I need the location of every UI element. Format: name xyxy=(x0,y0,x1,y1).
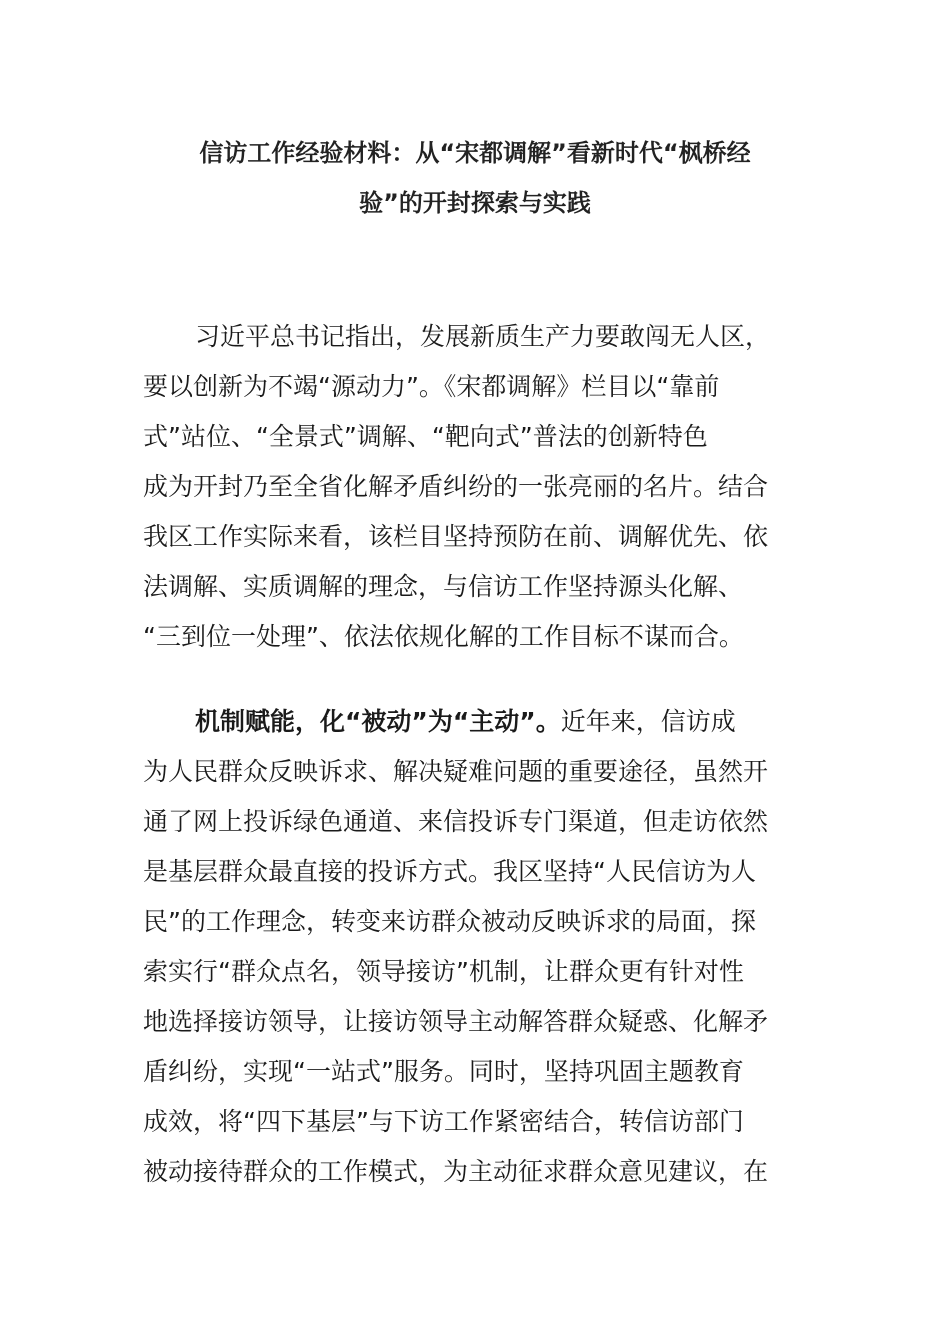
paragraph-mechanism xyxy=(143,697,808,1197)
paragraph-line: “三到位一处理”、依法依规化解的工作目标不谋而合。 xyxy=(143,622,744,651)
paragraph-line: 成为开封乃至全省化解矛盾纠纷的一张亮丽的名片。结合 xyxy=(143,472,769,501)
paragraph-line: 被动接待群众的工作模式，为主动征求群众意见建议，在 xyxy=(143,1157,769,1186)
paragraph-line: 式”站位、“全景式”调解、“靶向式”普法的创新特色 xyxy=(143,422,708,451)
paragraph-line: 民”的工作理念，转变来访群众被动反映诉求的局面，探 xyxy=(143,907,756,936)
paragraph-line: 通了网上投诉绿色通道、来信投诉专门渠道，但走访依然 xyxy=(143,807,769,836)
paragraph-line: 地选择接访领导，让接访领导主动解答群众疑惑、化解矛 xyxy=(143,1007,769,1036)
paragraph-line: 成效，将“四下基层”与下访工作紧密结合，转信访部门 xyxy=(143,1107,744,1136)
title-line-1: 信访工作经验材料：从“宋都调解”看新时代“枫桥经 xyxy=(199,139,751,167)
paragraph-line: 习近平总书记指出，发展新质生产力要敢闯无人区， xyxy=(195,322,771,351)
paragraph-intro xyxy=(143,312,808,662)
paragraph-line: 法调解、实质调解的理念，与信访工作坚持源头化解、 xyxy=(143,572,744,601)
paragraph-first-line xyxy=(143,697,808,747)
paragraph-line: 为人民群众反映诉求、解决疑难问题的重要途径，虽然开 xyxy=(143,757,769,786)
title-line-2: 验”的开封探索与实践 xyxy=(359,189,591,217)
document-title xyxy=(150,128,800,228)
paragraph-line: 盾纠纷，实现“一站式”服务。同时，坚持巩固主题教育 xyxy=(143,1057,744,1086)
paragraph-line: 是基层群众最直接的投诉方式。我区坚持“人民信访为人 xyxy=(143,857,756,886)
section-lead-heading: 机制赋能，化“被动”为“主动”。 xyxy=(195,707,561,736)
paragraph-line: 要以创新为不竭“源动力”。《宋都调解》栏目以“靠前 xyxy=(143,372,720,401)
paragraph-line-rest: 近年来，信访成 xyxy=(560,707,736,736)
paragraph-line: 我区工作实际来看，该栏目坚持预防在前、调解优先、依 xyxy=(143,522,769,551)
paragraph-line: 索实行“群众点名，领导接访”机制，让群众更有针对性 xyxy=(143,957,744,986)
